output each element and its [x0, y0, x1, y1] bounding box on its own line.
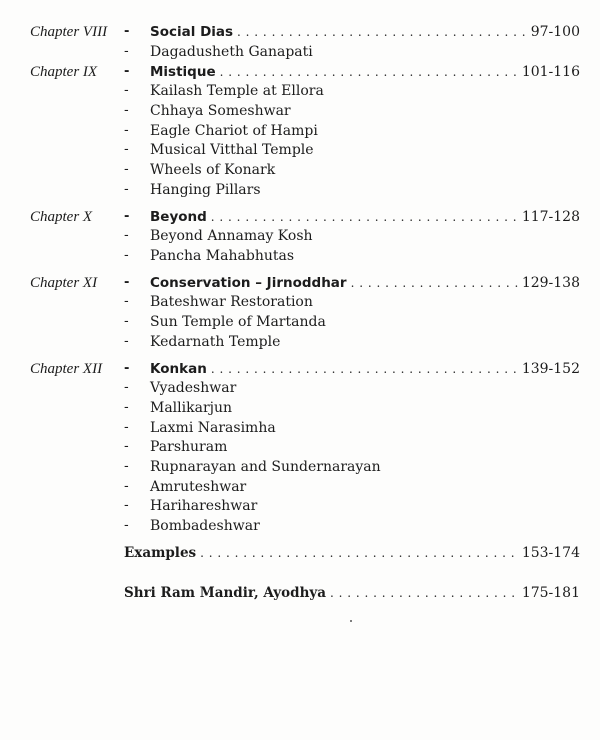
examples-row[interactable] — [124, 545, 580, 561]
section-item: Hanging Pillars — [150, 182, 261, 198]
item-dash: - — [124, 518, 129, 533]
item-dash: - — [124, 44, 129, 59]
chapter-dash: - — [124, 275, 130, 290]
item-dash: - — [124, 248, 129, 263]
chapter-label: Chapter X — [30, 209, 93, 225]
chapter-heading-row[interactable] — [150, 209, 580, 225]
dot-leader — [220, 64, 518, 80]
section-item: Mallikarjun — [150, 400, 233, 416]
section-item: Bateshwar Restoration — [150, 294, 313, 310]
section-item: Eagle Chariot of Hampi — [150, 123, 318, 139]
item-dash: - — [124, 83, 129, 98]
chapter-title: Beyond — [150, 209, 207, 225]
item-dash: - — [124, 123, 129, 138]
section-item: Harihareshwar — [150, 498, 258, 514]
chapter-heading-row[interactable] — [150, 24, 580, 40]
item-dash: - — [124, 459, 129, 474]
item-dash: - — [124, 314, 129, 329]
dot-leader — [200, 545, 518, 561]
page-range: 139-152 — [521, 361, 580, 377]
section-item: Pancha Mahabhutas — [150, 248, 295, 264]
chapter-label: Chapter IX — [30, 64, 98, 80]
section-item: Kedarnath Temple — [150, 334, 281, 350]
item-dash: - — [124, 479, 129, 494]
section-item: Rupnarayan and Sundernarayan — [150, 459, 381, 475]
chapter-dash: - — [124, 64, 130, 79]
item-dash: - — [124, 439, 129, 454]
page-range: 117-128 — [521, 209, 580, 225]
item-dash: - — [124, 334, 129, 349]
section-item: Musical Vitthal Temple — [150, 142, 314, 158]
section-item: Sun Temple of Martanda — [150, 314, 326, 330]
dot-leader — [351, 275, 518, 291]
print-speck — [350, 620, 352, 622]
item-dash: - — [124, 420, 129, 435]
page-range: 175-181 — [521, 585, 580, 601]
section-item: Beyond Annamay Kosh — [150, 228, 313, 244]
chapter-title: Conservation – Jirnoddhar — [150, 275, 347, 291]
item-dash: - — [124, 400, 129, 415]
item-dash: - — [124, 103, 129, 118]
chapter-heading-row[interactable] — [150, 64, 580, 80]
chapter-label: Chapter XI — [30, 275, 98, 291]
item-dash: - — [124, 182, 129, 197]
chapter-title: Social Dias — [150, 24, 234, 40]
section-item: Chhaya Someshwar — [150, 103, 291, 119]
chapter-label: Chapter XII — [30, 361, 103, 377]
item-dash: - — [124, 498, 129, 513]
section-item: Laxmi Narasimha — [150, 420, 276, 436]
item-dash: - — [124, 294, 129, 309]
chapter-heading-row[interactable] — [150, 361, 580, 377]
page-range: 97-100 — [530, 24, 580, 40]
chapter-dash: - — [124, 24, 130, 39]
chapter-title: Mistique — [150, 64, 216, 80]
page-range: 101-116 — [521, 64, 580, 80]
item-dash: - — [124, 380, 129, 395]
page-range: 129-138 — [521, 275, 580, 291]
chapter-title: Konkan — [150, 361, 207, 377]
section-item: Dagadusheth Ganapati — [150, 44, 313, 60]
page-range: 153-174 — [521, 545, 580, 561]
section-item: Amruteshwar — [150, 479, 247, 495]
dot-leader — [211, 361, 518, 377]
chapter-dash: - — [124, 361, 130, 376]
dot-leader — [211, 209, 518, 225]
chapter-label: Chapter VIII — [30, 24, 108, 40]
section-item: Bombadeshwar — [150, 518, 260, 534]
item-dash: - — [124, 228, 129, 243]
mandir-title: Shri Ram Mandir, Ayodhya — [124, 585, 326, 601]
chapter-heading-row[interactable] — [150, 275, 580, 291]
dot-leader — [237, 24, 527, 40]
item-dash: - — [124, 162, 129, 177]
section-item: Vyadeshwar — [150, 380, 237, 396]
item-dash: - — [124, 142, 129, 157]
dot-leader — [330, 585, 518, 601]
section-item: Wheels of Konark — [150, 162, 276, 178]
section-item: Kailash Temple at Ellora — [150, 83, 324, 99]
chapter-dash: - — [124, 209, 130, 224]
section-item: Parshuram — [150, 439, 228, 455]
mandir-row[interactable] — [124, 585, 580, 601]
examples-title: Examples — [124, 545, 197, 561]
